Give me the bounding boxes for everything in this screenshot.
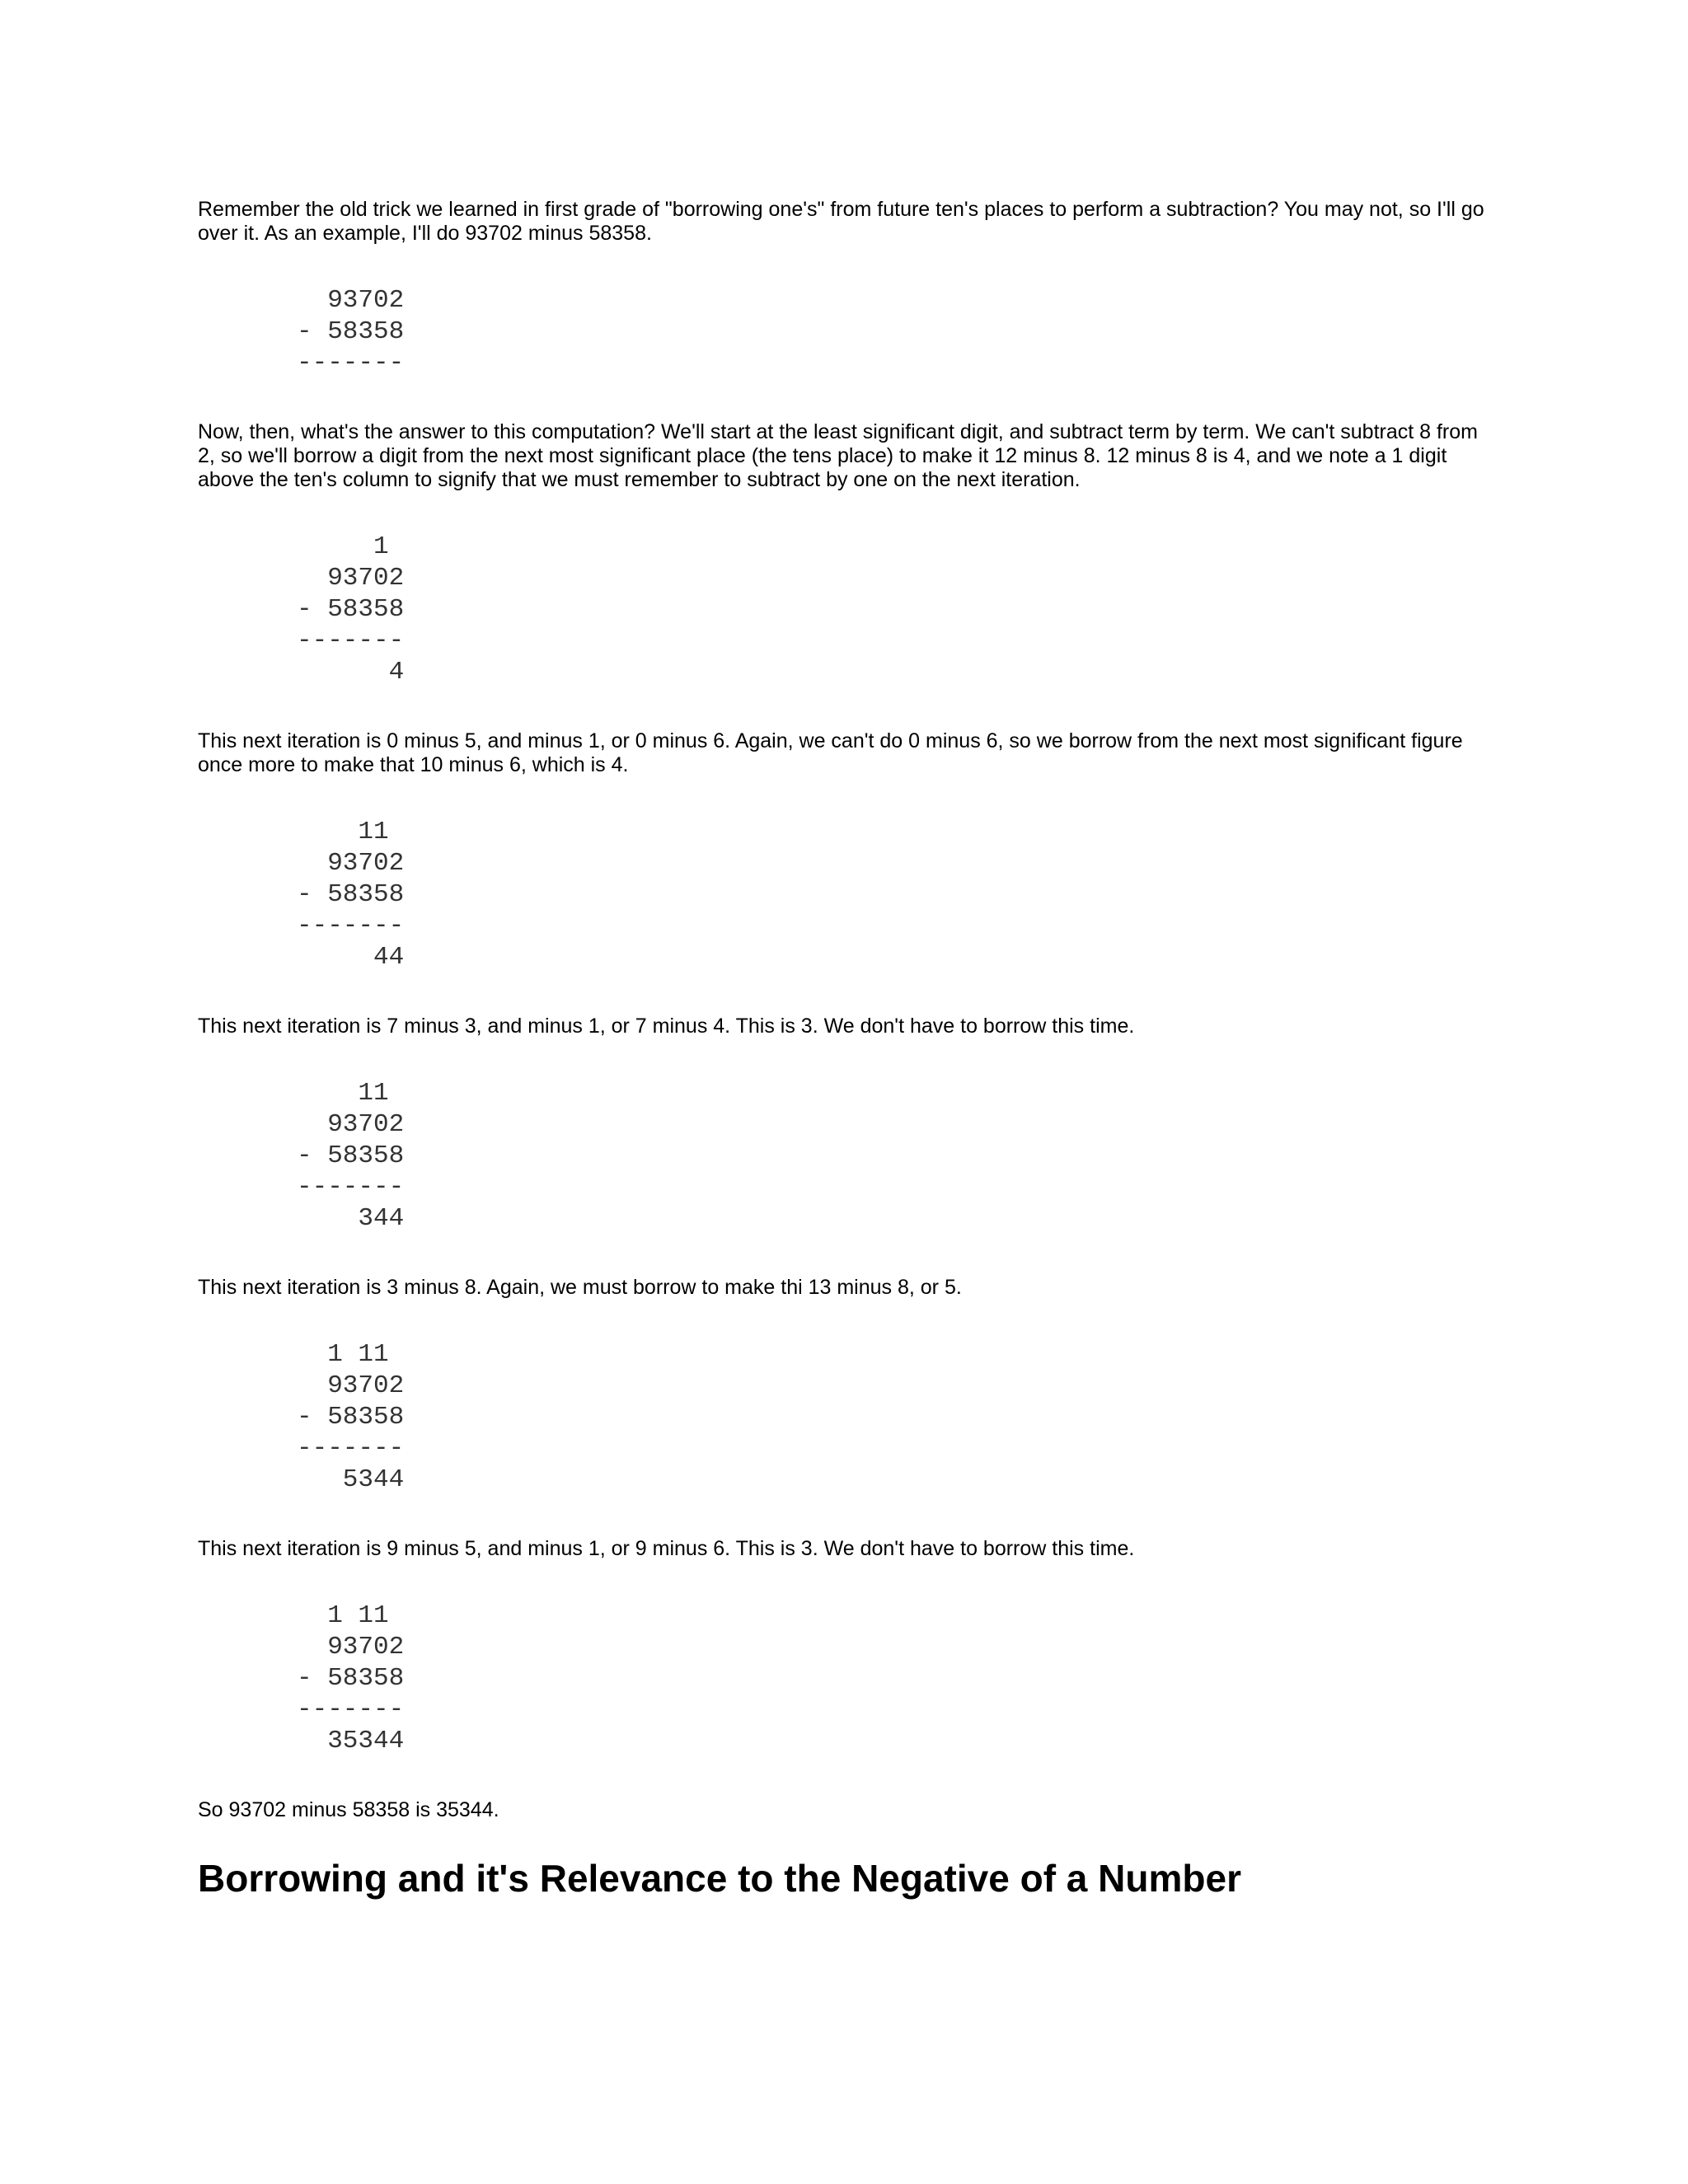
subtraction-step-3: 11 93702 - 58358 ------- 344 <box>297 1079 405 1233</box>
conclusion-paragraph: So 93702 minus 58358 is 35344. <box>198 1798 499 1821</box>
subtraction-step-5: 1 11 93702 - 58358 ------- 35344 <box>297 1601 405 1755</box>
step-2-paragraph: This next iteration is 0 minus 5, and minus 1, or 0 minus 6. Again, we can't do 0 minus 6, so we borrow from the next most significant figure once more to make that 10 minus 6, which is 4. <box>198 729 1463 776</box>
step-1-paragraph: Now, then, what's the answer to this computation? We'll start at the least significant digit, and subtract term by term. We can't subtract 8 from 2, so we'll borrow a digit from the next most significant place (the tens place) to make it 12 minus 8. 12 minus 8 is 4, and we note a 1 digit above the ten's column to signify that we must remember to subtract by one on the next iteration. <box>198 420 1478 491</box>
subtraction-step-1: 1 93702 - 58358 ------- 4 <box>297 532 405 687</box>
section-heading: Borrowing and it's Relevance to the Negative of a Number <box>198 1857 1241 1900</box>
subtraction-step-2: 11 93702 - 58358 ------- 44 <box>297 818 405 972</box>
subtraction-setup: 93702 - 58358 ------- <box>297 286 405 377</box>
intro-paragraph: Remember the old trick we learned in first grade of "borrowing one's" from future ten's places to perform a subtraction? You may not, so I'll go over it. As an example, I'll do 93702 minus 58358. <box>198 198 1484 245</box>
step-3-paragraph: This next iteration is 7 minus 3, and minus 1, or 7 minus 4. This is 3. We don't have to borrow this time. <box>198 1015 1135 1038</box>
document-page <box>198 198 1492 1901</box>
step-4-paragraph: This next iteration is 3 minus 8. Again, we must borrow to make thi 13 minus 8, or 5. <box>198 1276 962 1299</box>
step-5-paragraph: This next iteration is 9 minus 5, and minus 1, or 9 minus 6. This is 3. We don't have to borrow this time. <box>198 1537 1135 1560</box>
subtraction-step-4: 1 11 93702 - 58358 ------- 5344 <box>297 1340 405 1494</box>
